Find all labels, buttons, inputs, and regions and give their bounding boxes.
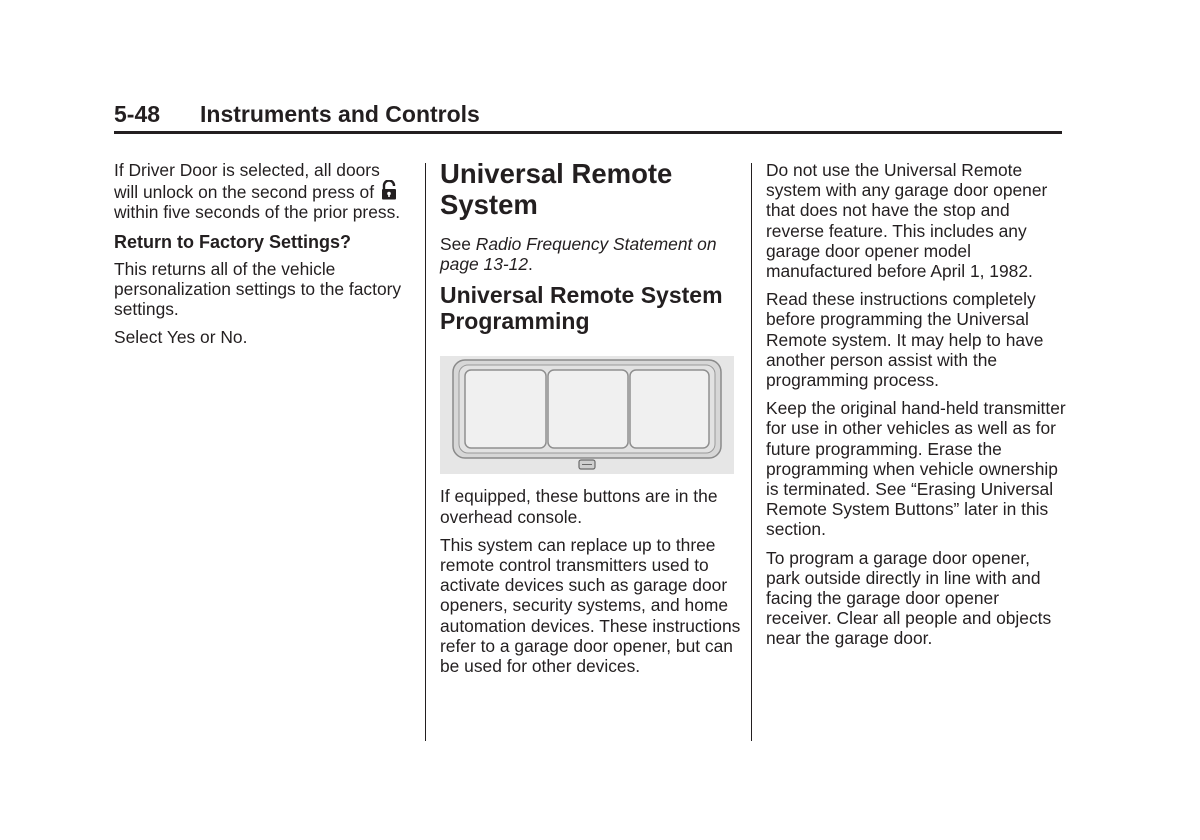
- paragraph-text: within five seconds of the prior press.: [114, 202, 401, 223]
- column-divider: [751, 163, 752, 741]
- column-right: [766, 160, 1066, 657]
- factory-settings-heading: Return to Factory Settings?: [114, 231, 352, 252]
- console-location-paragraph: If equipped, these buttons are in the overhead console.: [440, 486, 718, 527]
- page-header: [114, 101, 1062, 134]
- see-reference-paragraph: [440, 234, 742, 274]
- warning-paragraph: Do not use the Universal Remote system with any garage door opener that does not have the stop and reverse feature. This includes any garage door opener model manufactured before April 1, 1982.: [766, 160, 1048, 282]
- column-divider: [425, 163, 426, 741]
- driver-door-paragraph: [114, 160, 404, 223]
- read-instructions-paragraph: Read these instructions completely before programming the Universal Remote system. It may help to have another person assist with the programming process.: [766, 289, 1044, 391]
- cross-reference-link[interactable]: Radio Frequency Statement on page 13-12: [440, 234, 717, 275]
- universal-remote-title: Universal Remote System: [440, 158, 673, 220]
- system-description-paragraph: This system can replace up to three remote control transmitters used to activate devices such as garage door openers, security systems, and home automation devices. These instructions refer to a garage door opener, but can be used for other devices.: [440, 534, 741, 677]
- programming-heading: Universal Remote System Programming: [440, 282, 723, 335]
- see-suffix: .: [528, 254, 533, 275]
- overhead-console-buttons-figure: [440, 356, 734, 474]
- column-middle: [440, 160, 742, 684]
- unlock-icon: [381, 180, 397, 200]
- keep-transmitter-paragraph: Keep the original hand-held transmitter for use in other vehicles as well as for future programming. Erase the programming when vehicle ownership is terminated. See “Erasing Universal Remote System Buttons” later in this section.: [766, 398, 1066, 540]
- select-paragraph: Select Yes or No.: [114, 327, 248, 348]
- paragraph-text: If Driver Door is selected, all doors will unlock on the second press of: [114, 160, 380, 203]
- factory-settings-paragraph: This returns all of the vehicle personalization settings to the factory settings.: [114, 258, 402, 320]
- overhead-console-buttons-icon: [440, 356, 734, 474]
- section-title: Instruments and Controls: [200, 101, 480, 127]
- program-opener-paragraph: To program a garage door opener, park outside directly in line with and facing the garage door opener receiver. Clear all people and objects near the garage door.: [766, 547, 1052, 649]
- see-prefix: See: [440, 234, 471, 254]
- column-left: [114, 160, 404, 355]
- page-number: 5-48: [114, 101, 161, 127]
